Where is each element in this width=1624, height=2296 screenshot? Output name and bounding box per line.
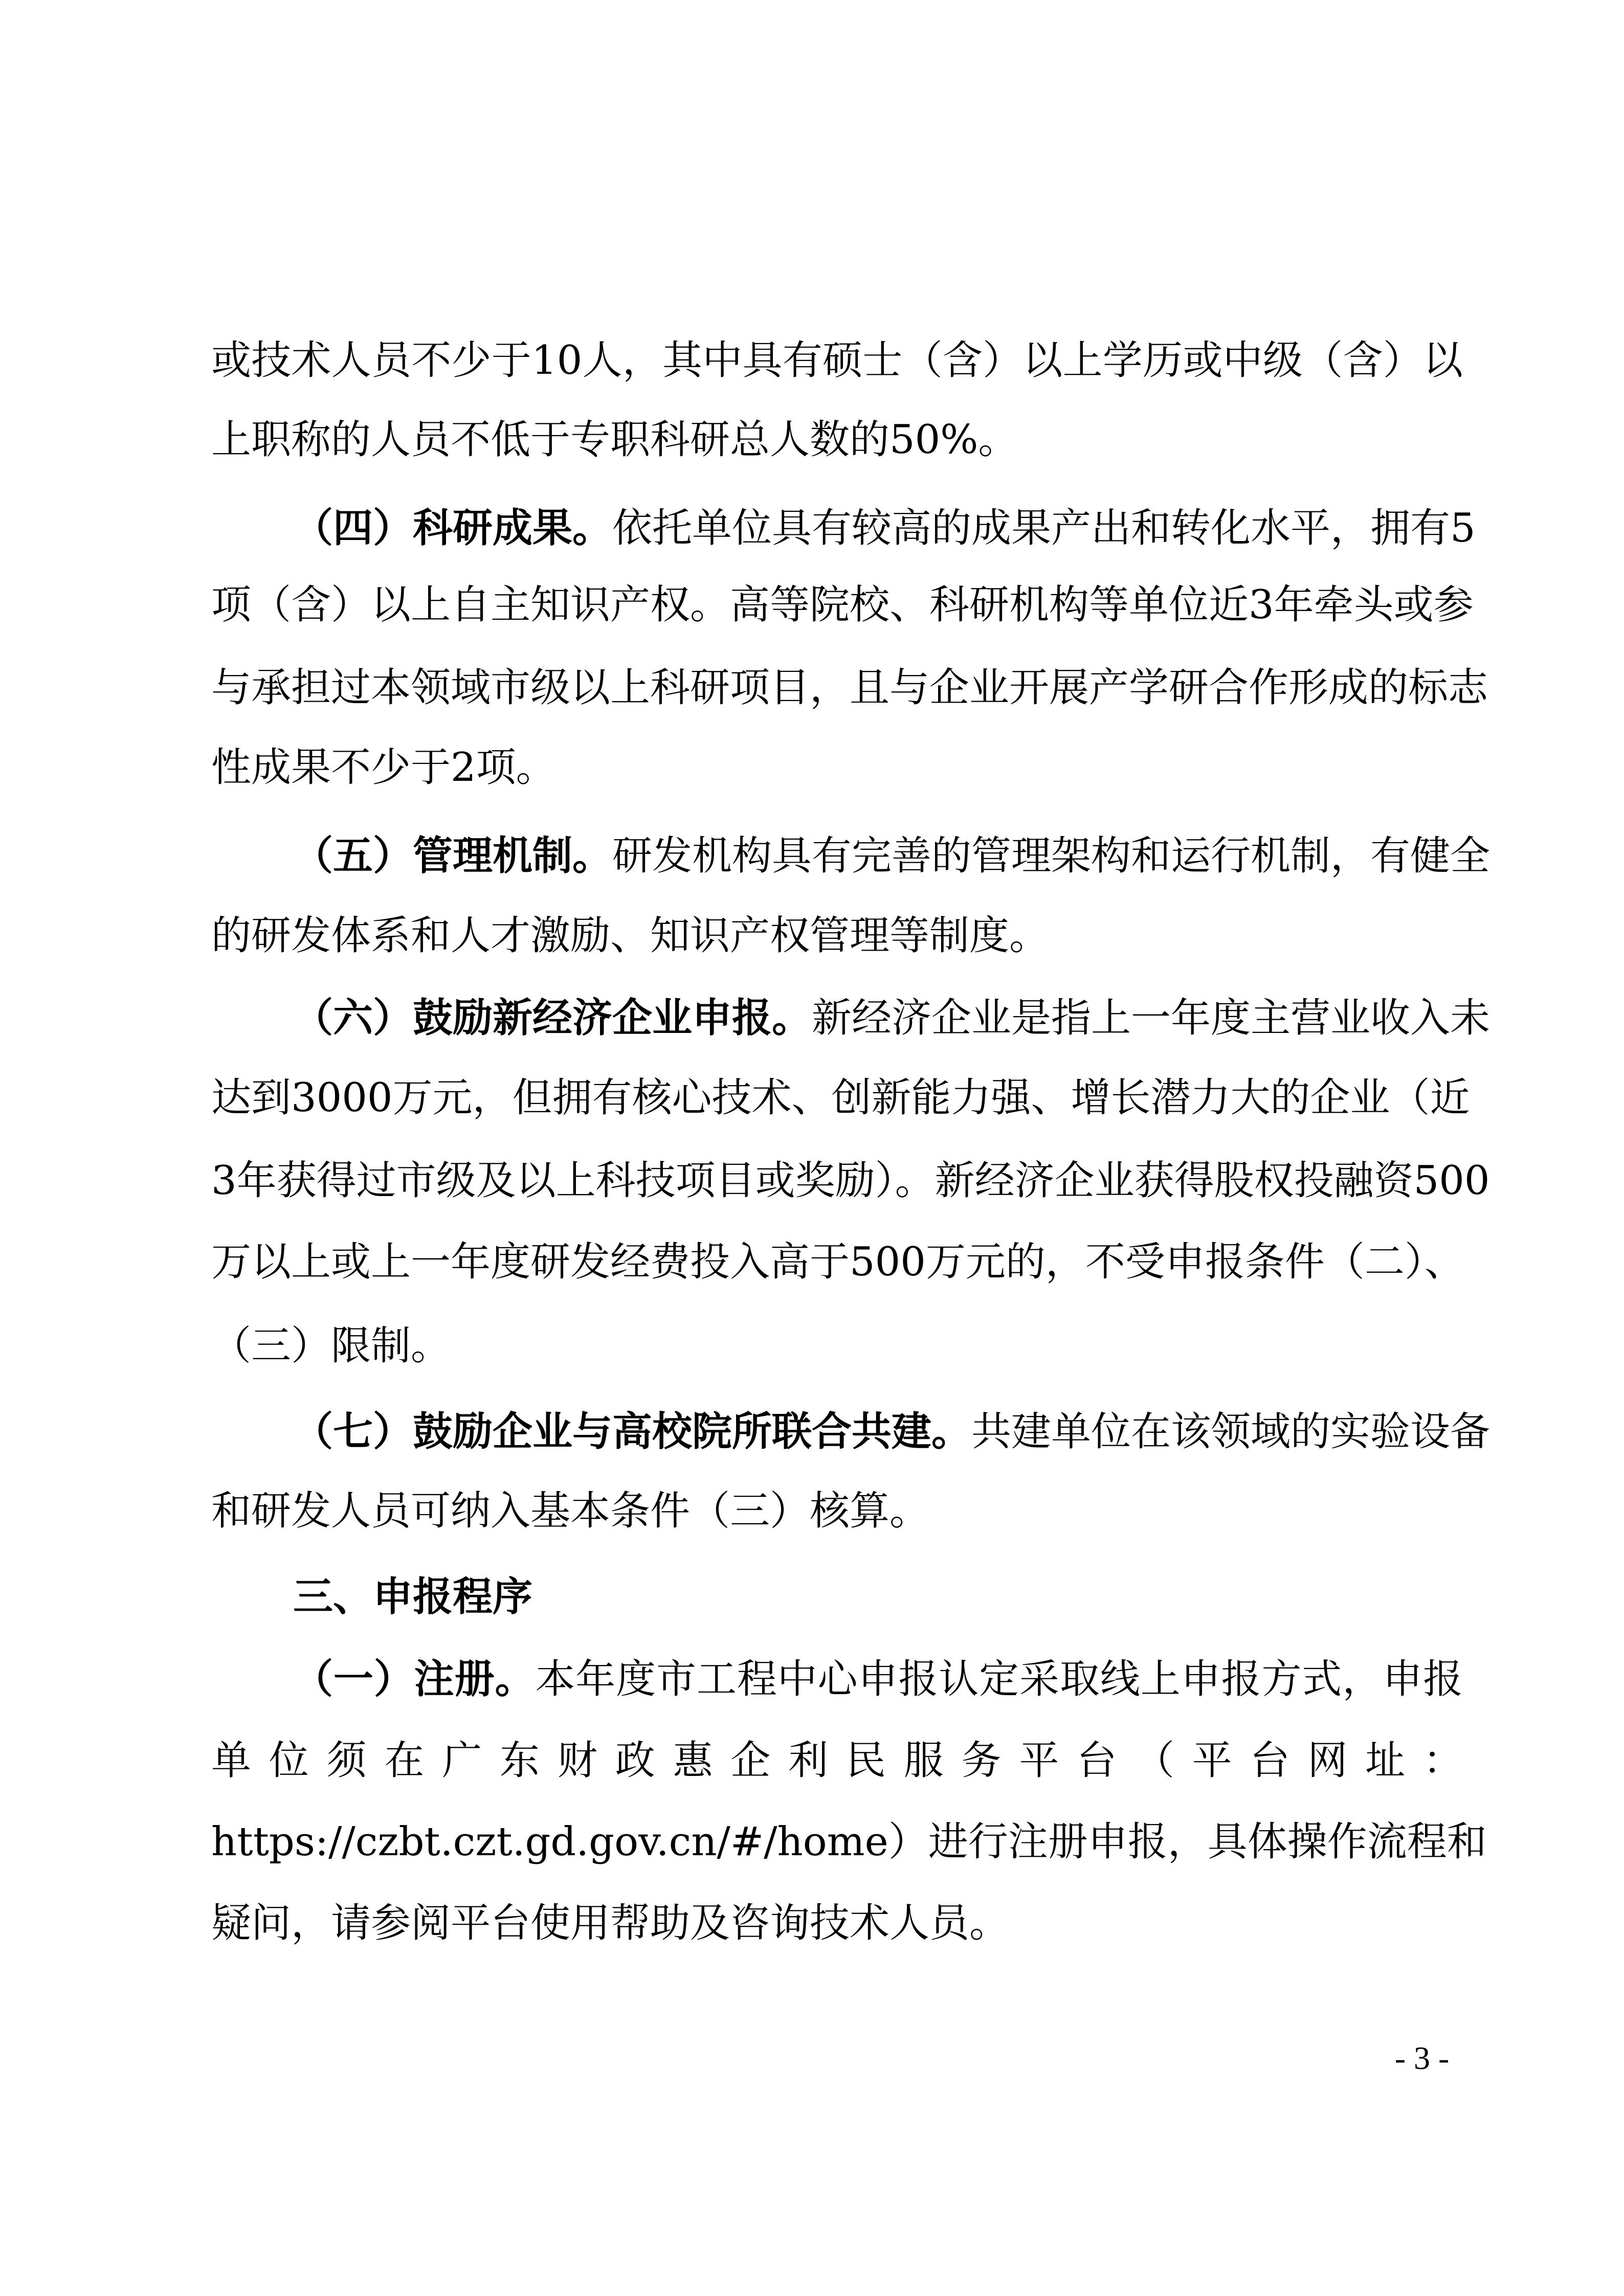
paragraph-line: 疑问，请参阅平台使用帮助及咨询技术人员。 — [211, 1900, 1010, 1946]
subsection-heading: （四）科研成果。 — [293, 505, 613, 551]
paragraph-line: （三）限制。 — [211, 1323, 451, 1369]
subsection-heading: （五）管理机制。 — [293, 833, 613, 879]
subsection-heading: （一）注册。 — [293, 1656, 536, 1702]
paragraph-line: 项（含）以上自主知识产权。高等院校、科研机构等单位近3年牵头或参 — [211, 582, 1474, 628]
paragraph-line: 达到3000万元，但拥有核心技术、创新能力强、增长潜力大的企业（近 — [211, 1075, 1470, 1121]
paragraph-line: 与承担过本领域市级以上科研项目，且与企业开展产学研合作形成的标志 — [211, 665, 1488, 711]
subsection-heading: （七）鼓励企业与高校院所联合共建。 — [293, 1409, 972, 1455]
paragraph-line: 万以上或上一年度研发经费投入高于500万元的，不受申报条件（二）、 — [211, 1239, 1464, 1285]
paragraph-line: 3年获得过市级及以上科技项目或奖励）。新经济企业获得股权投融资500 — [211, 1158, 1490, 1204]
subsection-joint-construction — [293, 1406, 1490, 1457]
subsection-new-economy — [293, 993, 1490, 1044]
paragraph-line-url: https://czbt.czt.gd.gov.cn/#/home）进行注册申报，具体操作流程和 — [211, 1819, 1487, 1865]
paragraph-text: 本年度市工程中心申报认定采取线上申报方式，申报 — [535, 1656, 1463, 1702]
paragraph-line: 上职称的人员不低于专职科研总人数的50%。 — [211, 417, 1018, 463]
subsection-research-results — [293, 503, 1476, 554]
subsection-registration — [293, 1654, 1463, 1705]
paragraph-line: 和研发人员可纳入基本条件（三）核算。 — [211, 1488, 930, 1534]
section-title: 三、申报程序 — [293, 1574, 533, 1620]
page-number: - 3 - — [1394, 2040, 1450, 2076]
paragraph-line: 单位须在广东财政惠企利民服务平台（平台网址： — [211, 1738, 1463, 1784]
paragraph-text: 依托单位具有较高的成果产出和转化水平，拥有5 — [612, 505, 1476, 551]
subsection-heading: （六）鼓励新经济企业申报。 — [293, 995, 812, 1041]
paragraph-line: 性成果不少于2项。 — [211, 745, 556, 791]
paragraph-line: 的研发体系和人才激励、知识产权管理等制度。 — [211, 913, 1050, 959]
paragraph-text: 新经济企业是指上一年度主营业收入未 — [812, 995, 1490, 1041]
subsection-management — [293, 830, 1490, 882]
paragraph-text: 研发机构具有完善的管理架构和运行机制，有健全 — [612, 833, 1490, 879]
paragraph-line: 或技术人员不少于10人，其中具有硕士（含）以上学历或中级（含）以 — [211, 337, 1463, 384]
paragraph-text: 共建单位在该领域的实验设备 — [971, 1409, 1490, 1455]
